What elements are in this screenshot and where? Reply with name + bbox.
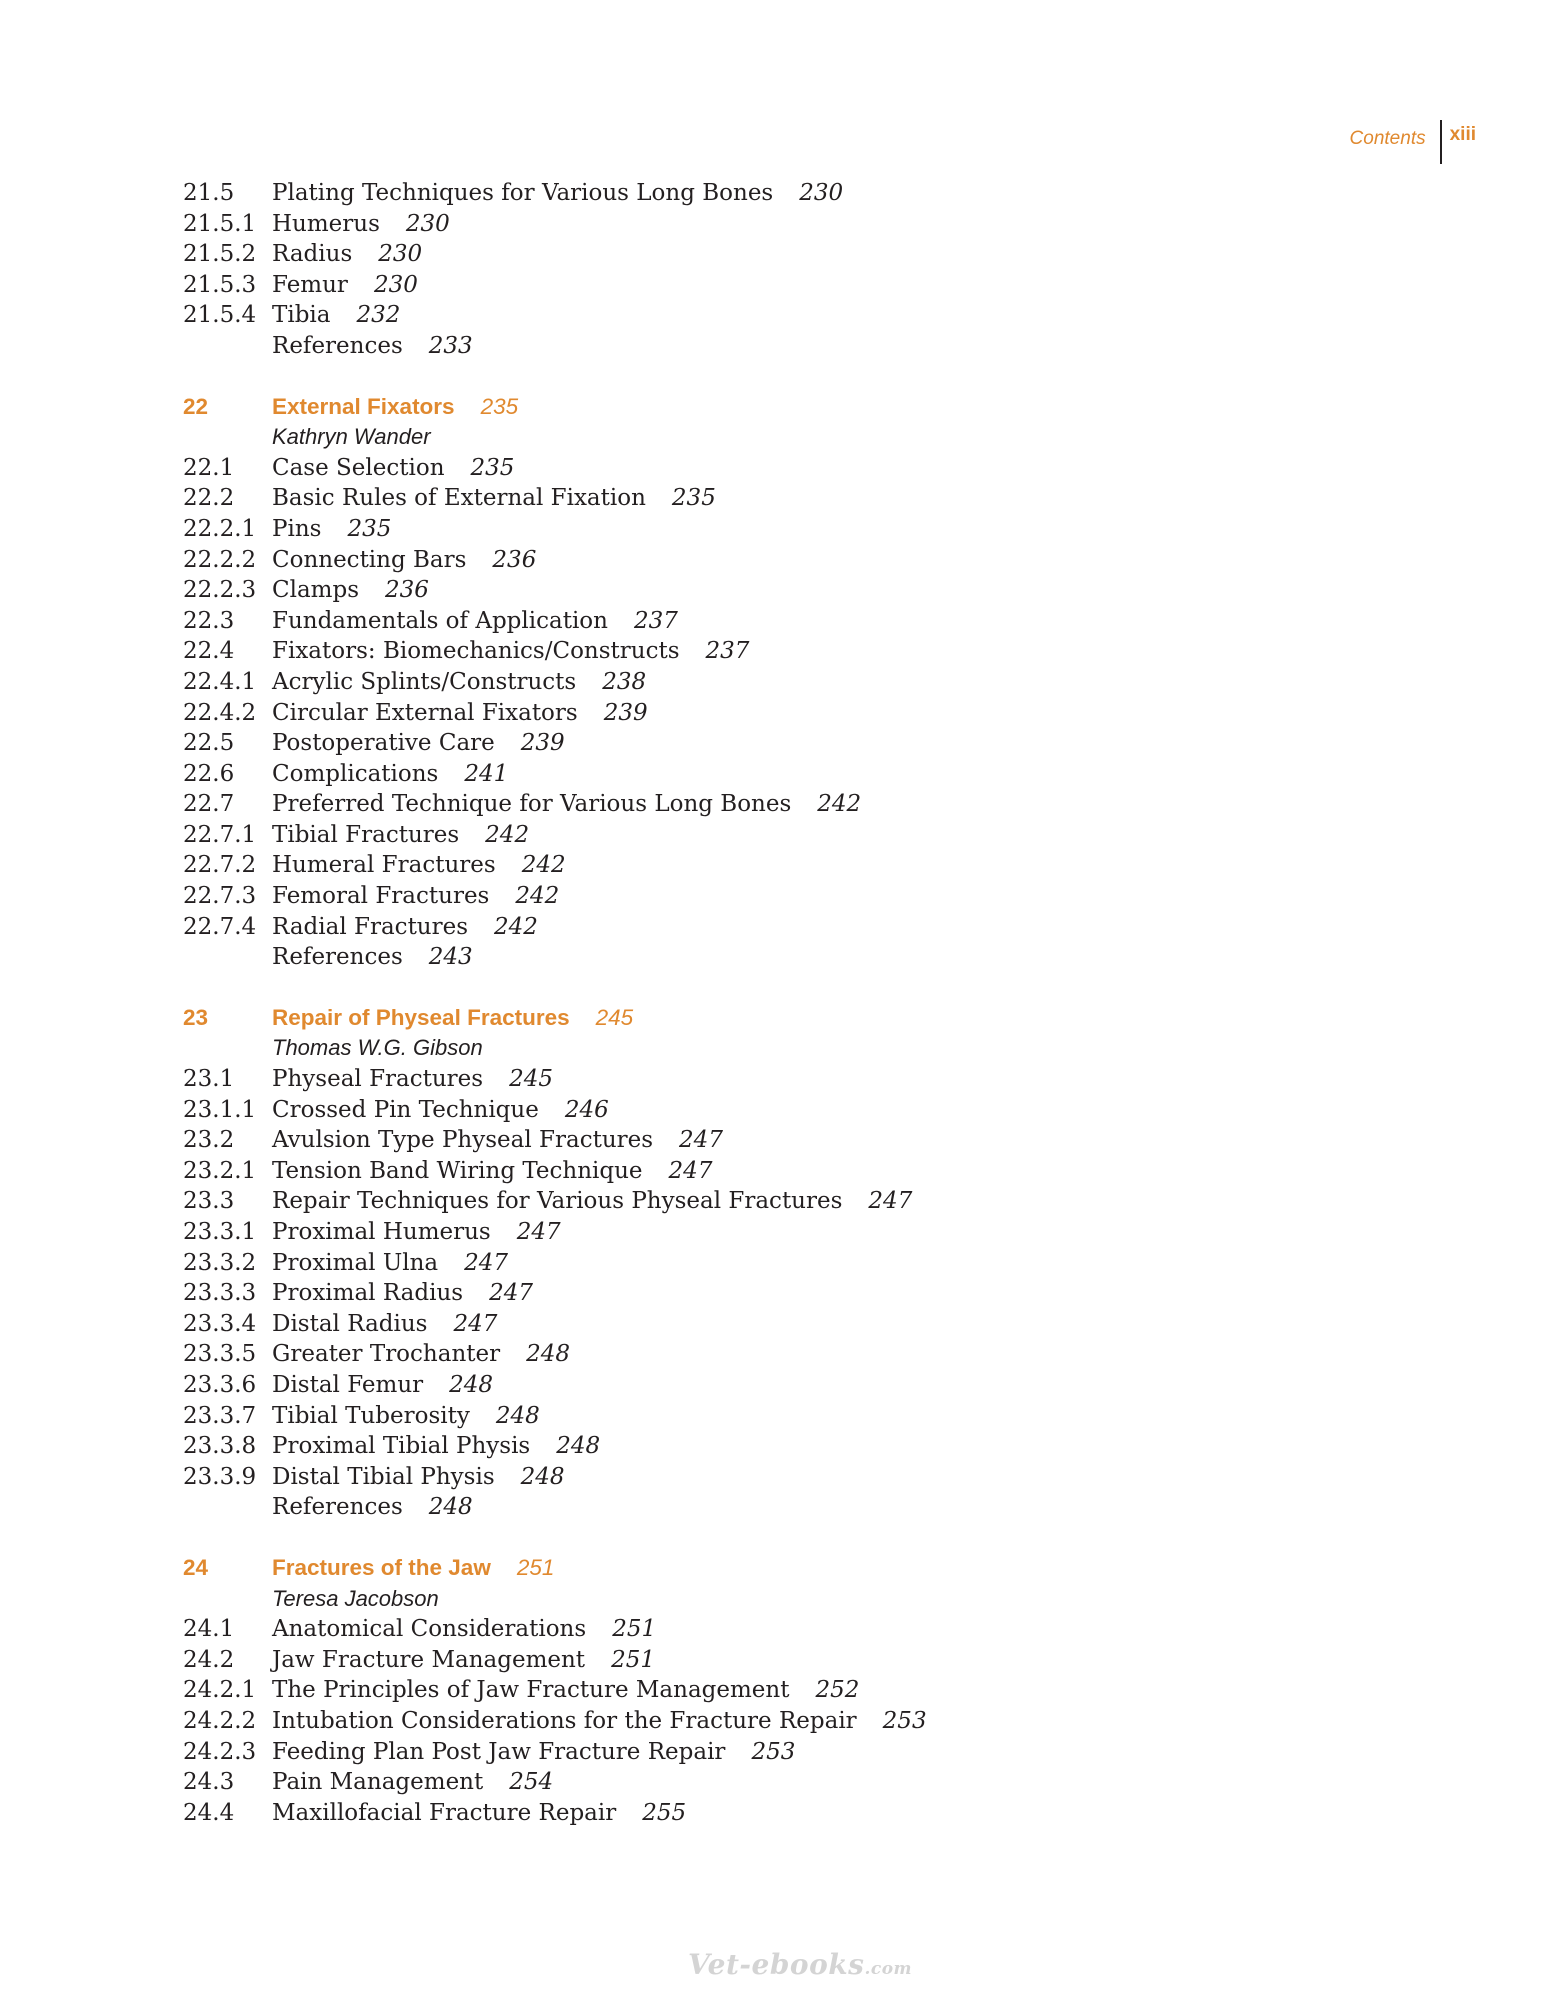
- section-number: 24.4: [183, 1799, 235, 1826]
- chapter-title: Repair of Physeal Fractures: [272, 1004, 570, 1030]
- section-page: 237: [705, 638, 750, 665]
- section-title: Humerus: [272, 210, 380, 237]
- section-page: 239: [520, 730, 565, 757]
- toc-entry[interactable]: [183, 453, 1183, 484]
- section-title: Case Selection: [272, 454, 445, 481]
- toc-entry[interactable]: [183, 1614, 1183, 1645]
- section-page: 247: [453, 1310, 498, 1337]
- section-title: Tibial Tuberosity: [272, 1402, 470, 1429]
- section-page: 251: [611, 1646, 655, 1673]
- section-number: 22.7.4: [183, 913, 257, 940]
- watermark-text: Vet-ebooks: [688, 1948, 865, 1981]
- page-number: xiii: [1449, 124, 1476, 145]
- section-title: References: [272, 944, 403, 971]
- section-page: 235: [470, 454, 515, 481]
- section-title: Physeal Fractures: [272, 1066, 484, 1093]
- toc-entry[interactable]: [183, 1675, 1183, 1706]
- section-title: Postoperative Care: [272, 730, 495, 757]
- chapter-author-row: [183, 1584, 1183, 1615]
- section-page: 246: [564, 1096, 609, 1123]
- section-title: Fixators: Biomechanics/Constructs: [272, 638, 680, 665]
- toc-entry[interactable]: [183, 1248, 1183, 1279]
- section-page: 230: [373, 271, 418, 298]
- toc-entry[interactable]: [183, 331, 1183, 362]
- chapter-author: Kathryn Wander: [272, 424, 431, 450]
- toc-entry[interactable]: [183, 606, 1183, 637]
- section-number: 22.2: [183, 485, 235, 512]
- section-number: 22.2.3: [183, 577, 257, 604]
- section-page: 248: [428, 1494, 473, 1521]
- section-number: 23.2: [183, 1127, 235, 1154]
- toc-chapter-block: [183, 1553, 1183, 1828]
- section-title: Jaw Fracture Management: [272, 1646, 586, 1673]
- toc-entry[interactable]: [183, 912, 1183, 943]
- watermark-suffix: .com: [864, 1959, 913, 1979]
- section-number: 24.2.1: [183, 1677, 257, 1704]
- toc-entry[interactable]: [183, 820, 1183, 851]
- section-page: 248: [520, 1463, 565, 1490]
- toc-entry[interactable]: [183, 1095, 1183, 1126]
- toc-entry[interactable]: [183, 1431, 1183, 1462]
- section-page: 230: [405, 210, 450, 237]
- section-title: Distal Radius: [272, 1310, 428, 1337]
- section-number: 22.1: [183, 454, 235, 481]
- toc-entry[interactable]: [183, 1370, 1183, 1401]
- section-page: 242: [817, 791, 862, 818]
- chapter-author: Teresa Jacobson: [272, 1585, 439, 1611]
- chapter-page: 235: [480, 393, 519, 419]
- section-number: 22.4.1: [183, 668, 257, 695]
- section-number: 22.2.1: [183, 515, 257, 542]
- section-title: Radial Fractures: [272, 913, 469, 940]
- section-page: 230: [799, 180, 844, 206]
- section-page: 232: [356, 302, 401, 329]
- section-title: Pain Management: [272, 1769, 484, 1796]
- toc-entry[interactable]: [183, 1217, 1183, 1248]
- section-number: 22.2.2: [183, 546, 257, 573]
- section-number: 22.7.2: [183, 852, 257, 879]
- toc-entry[interactable]: [183, 789, 1183, 820]
- section-page: 236: [385, 577, 429, 604]
- toc-chapter-block: [183, 1003, 1183, 1523]
- section-number: 23.3.1: [183, 1219, 257, 1245]
- toc-entry[interactable]: [183, 1064, 1183, 1095]
- section-title: Repair Techniques for Various Physeal Fractures: [272, 1188, 843, 1215]
- section-title: Acrylic Splints/Constructs: [272, 668, 577, 695]
- toc-entry[interactable]: [183, 667, 1183, 698]
- toc-entry[interactable]: [183, 209, 1183, 240]
- toc-entry[interactable]: [183, 850, 1183, 881]
- section-number: 23.3.9: [183, 1463, 257, 1490]
- toc-entry[interactable]: [183, 1125, 1183, 1156]
- toc-entry[interactable]: [183, 881, 1183, 912]
- section-number: 24.2: [183, 1646, 235, 1673]
- toc-entry[interactable]: [183, 698, 1183, 729]
- section-title: The Principles of Jaw Fracture Management: [272, 1677, 790, 1704]
- section-page: 253: [882, 1707, 927, 1734]
- section-page: 242: [485, 821, 530, 848]
- section-page: 233: [428, 332, 473, 359]
- section-title: Proximal Radius: [272, 1280, 464, 1307]
- section-number: 23.3.5: [183, 1341, 257, 1368]
- section-page: 247: [868, 1188, 913, 1215]
- table-of-contents: [183, 178, 1183, 1858]
- toc-entry[interactable]: [183, 1798, 1183, 1829]
- toc-entry[interactable]: [183, 1186, 1183, 1217]
- chapter-author-row: [183, 422, 1183, 453]
- section-page: 239: [603, 699, 648, 726]
- section-number: 22.3: [183, 607, 235, 634]
- chapter-page: 251: [516, 1554, 555, 1580]
- section-page: 255: [642, 1799, 687, 1826]
- chapter-title: Fractures of the Jaw: [272, 1554, 491, 1580]
- section-title: Circular External Fixators: [272, 699, 578, 726]
- section-page: 243: [428, 944, 473, 971]
- chapter-page: 245: [595, 1004, 634, 1030]
- chapter-number: 23: [183, 1004, 209, 1030]
- section-title: Humeral Fractures: [272, 852, 496, 879]
- section-number: 22.7: [183, 791, 235, 818]
- section-title: Distal Femur: [272, 1371, 424, 1398]
- toc-entry[interactable]: [183, 1309, 1183, 1340]
- chapter-author-row: [183, 1033, 1183, 1064]
- section-page: 247: [464, 1249, 509, 1276]
- section-number: 23.3.6: [183, 1371, 257, 1398]
- section-title: Radius: [272, 241, 353, 268]
- toc-entry[interactable]: [183, 1706, 1183, 1737]
- section-page: 254: [509, 1769, 554, 1796]
- toc-chapter-block: [183, 392, 1183, 973]
- section-page: 235: [671, 485, 716, 512]
- section-page: 248: [526, 1341, 571, 1368]
- section-title: Proximal Ulna: [272, 1249, 439, 1276]
- section-title: Complications: [272, 760, 439, 787]
- section-title: Tibia: [272, 302, 331, 329]
- toc-entry[interactable]: [183, 178, 1183, 209]
- running-header: [1350, 120, 1476, 164]
- section-number: 22.6: [183, 760, 235, 787]
- section-page: 247: [679, 1127, 723, 1154]
- section-title: Tension Band Wiring Technique: [272, 1157, 643, 1184]
- toc-entry[interactable]: [183, 1339, 1183, 1370]
- section-page: 248: [556, 1433, 601, 1460]
- section-number: 23.3.4: [183, 1310, 257, 1337]
- section-page: 247: [489, 1280, 533, 1307]
- section-page: 242: [494, 913, 538, 940]
- section-page: 247: [668, 1157, 713, 1184]
- section-title: Femoral Fractures: [272, 883, 490, 910]
- section-number: 24.2.2: [183, 1707, 257, 1734]
- section-title: Tibial Fractures: [272, 821, 460, 848]
- chapter-heading[interactable]: [183, 1003, 1183, 1034]
- toc-entry[interactable]: [183, 1767, 1183, 1798]
- section-number: 23.3: [183, 1188, 235, 1215]
- section-page: 251: [612, 1616, 657, 1643]
- section-page: 235: [347, 515, 392, 542]
- section-page: 236: [492, 546, 537, 573]
- toc-entry[interactable]: [183, 514, 1183, 545]
- section-title: Anatomical Considerations: [272, 1616, 587, 1643]
- section-page: 247: [516, 1219, 561, 1245]
- section-page: 248: [495, 1402, 540, 1429]
- section-page: 230: [378, 241, 423, 268]
- section-number: 23.3.2: [183, 1249, 257, 1276]
- section-number: 21.5.1: [183, 210, 257, 237]
- section-number: 21.5.3: [183, 271, 257, 298]
- toc-entry[interactable]: [183, 759, 1183, 790]
- toc-entry[interactable]: [183, 483, 1183, 514]
- toc-entry[interactable]: [183, 575, 1183, 606]
- section-number: 22.7.3: [183, 883, 257, 910]
- section-number: 23.1: [183, 1066, 235, 1093]
- toc-chapter-block: [183, 178, 1183, 362]
- section-page: 238: [602, 668, 647, 695]
- chapter-heading[interactable]: [183, 392, 1183, 423]
- toc-entry[interactable]: [183, 942, 1183, 973]
- section-number: 24.2.3: [183, 1738, 257, 1765]
- section-title: Proximal Humerus: [272, 1219, 491, 1245]
- section-title: Avulsion Type Physeal Fractures: [272, 1127, 654, 1154]
- chapter-number: 22: [183, 393, 209, 419]
- toc-entry[interactable]: [183, 239, 1183, 270]
- section-number: 23.1.1: [183, 1096, 257, 1123]
- section-number: 23.2.1: [183, 1157, 257, 1184]
- section-page: 248: [449, 1371, 494, 1398]
- toc-entry[interactable]: [183, 728, 1183, 759]
- section-title: Basic Rules of External Fixation: [272, 485, 646, 512]
- toc-entry[interactable]: [183, 270, 1183, 301]
- section-page: 242: [521, 852, 566, 879]
- chapter-author: Thomas W.G. Gibson: [272, 1035, 483, 1061]
- section-title: Feeding Plan Post Jaw Fracture Repair: [272, 1738, 726, 1765]
- chapter-number: 24: [183, 1554, 209, 1580]
- toc-entry[interactable]: [183, 545, 1183, 576]
- toc-entry[interactable]: [183, 1156, 1183, 1187]
- section-number: 22.4: [183, 638, 235, 665]
- toc-entry[interactable]: [183, 1737, 1183, 1768]
- section-title: Connecting Bars: [272, 546, 467, 573]
- section-page: 252: [815, 1677, 860, 1704]
- section-title: Distal Tibial Physis: [272, 1463, 495, 1490]
- section-number: 23.3.3: [183, 1280, 257, 1307]
- section-title: Greater Trochanter: [272, 1341, 501, 1368]
- section-number: 23.3.8: [183, 1433, 257, 1460]
- section-title: Preferred Technique for Various Long Bones: [272, 791, 792, 818]
- section-title: Plating Techniques for Various Long Bones: [272, 180, 774, 206]
- section-title: References: [272, 1494, 403, 1521]
- section-page: 245: [509, 1066, 553, 1093]
- section-title: Intubation Considerations for the Fracture Repair: [272, 1707, 857, 1734]
- section-page: 253: [751, 1738, 796, 1765]
- section-number: 22.5: [183, 730, 235, 757]
- section-number: 22.4.2: [183, 699, 257, 726]
- section-title: Femur: [272, 271, 348, 298]
- section-number: 21.5: [183, 180, 235, 206]
- section-number: 21.5.4: [183, 302, 257, 329]
- toc-entry[interactable]: [183, 300, 1183, 331]
- section-page: 242: [515, 883, 560, 910]
- section-page: 237: [633, 607, 678, 634]
- section-title: Pins: [272, 515, 322, 542]
- section-number: 24.3: [183, 1769, 235, 1796]
- toc-entry[interactable]: [183, 636, 1183, 667]
- toc-entry[interactable]: [183, 1278, 1183, 1309]
- toc-entry[interactable]: [183, 1492, 1183, 1523]
- section-number: 24.1: [183, 1616, 235, 1643]
- watermark-logo: [688, 1948, 912, 1981]
- running-header-label: Contents: [1349, 128, 1426, 149]
- section-title: Crossed Pin Technique: [272, 1096, 539, 1123]
- section-title: Fundamentals of Application: [272, 607, 608, 634]
- toc-entry[interactable]: [183, 1401, 1183, 1432]
- toc-entry[interactable]: [183, 1645, 1183, 1676]
- section-page: 241: [464, 760, 509, 787]
- section-title: Maxillofacial Fracture Repair: [272, 1799, 617, 1826]
- chapter-title: External Fixators: [272, 393, 455, 419]
- section-number: 21.5.2: [183, 241, 257, 268]
- chapter-heading[interactable]: [183, 1553, 1183, 1584]
- section-number: 22.7.1: [183, 821, 257, 848]
- section-number: 23.3.7: [183, 1402, 257, 1429]
- section-title: Proximal Tibial Physis: [272, 1433, 531, 1460]
- section-title: References: [272, 332, 403, 359]
- toc-entry[interactable]: [183, 1462, 1183, 1493]
- section-title: Clamps: [272, 577, 360, 604]
